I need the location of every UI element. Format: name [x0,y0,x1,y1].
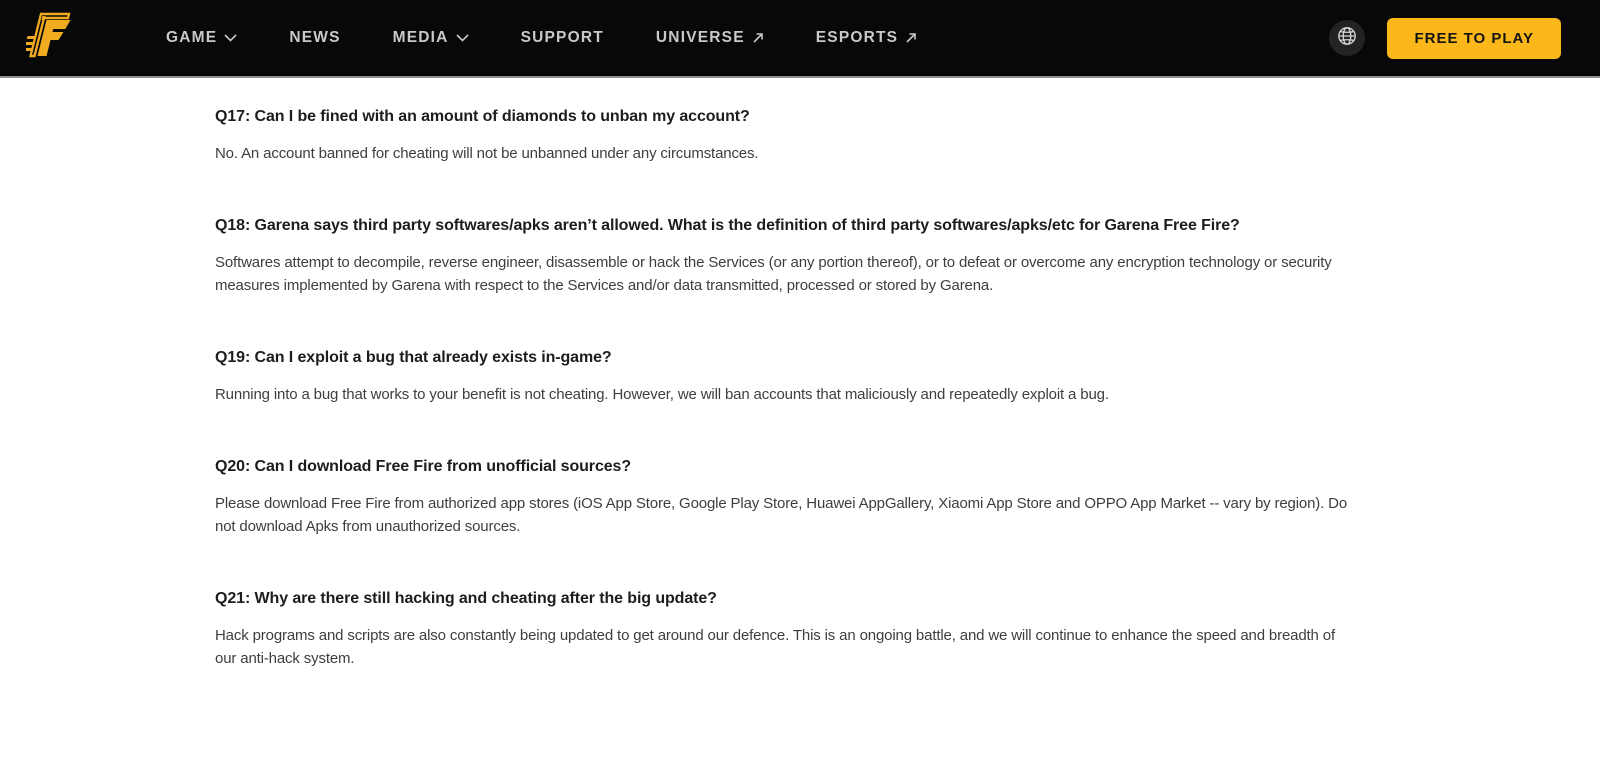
free-fire-logo[interactable] [16,10,86,67]
faq-answer: Running into a bug that works to your benefit is not cheating. However, we will ban accounts that maliciously and repeatedly exploit a bug. [215,386,1109,403]
faq-item [215,456,1355,538]
language-globe-button[interactable] [1329,20,1365,56]
nav-item-label: MEDIA [392,29,449,46]
main-navigation [166,29,917,47]
chevron-down-icon [224,34,237,42]
faq-answer: Softwares attempt to decompile, reverse engineer, disassemble or hack the Services (or any portion thereof), or to defeat or overcome any encryption technology or security measures implemented by Garena with respect to the Services and/or data transmitted, processed or stored by Garena. [215,254,1332,294]
nav-item-support[interactable] [521,29,604,47]
nav-item-news[interactable] [289,29,340,47]
nav-item-media[interactable] [393,29,469,47]
faq-item [215,106,1355,165]
free-to-play-button[interactable]: FREE TO PLAY [1387,18,1561,59]
nav-item-label: NEWS [289,29,341,46]
external-link-icon [905,32,917,44]
globe-icon [1336,25,1358,52]
faq-item [215,588,1355,670]
nav-item-label: UNIVERSE [655,29,745,46]
nav-item-label: ESPORTS [815,29,899,46]
faq-item [215,215,1355,297]
faq-answer: Hack programs and scripts are also constantly being updated to get around our defence. This is an ongoing battle, and we will continue to enhance the speed and breadth of our anti-hack system. [215,627,1335,667]
faq-answer: Please download Free Fire from authorized app stores (iOS App Store, Google Play Store, Huawei AppGallery, Xiaomi App Store and OPPO App Market -- vary by region). Do not download Apks from unauthorized sources. [215,495,1348,535]
nav-item-game[interactable] [166,29,237,47]
faq-content [0,78,1600,670]
faq-question: Q20: Can I download Free Fire from unofficial sources? [215,458,632,475]
faq-question: Q17: Can I be fined with an amount of diamonds to unban my account? [215,108,750,125]
top-navbar [0,0,1600,78]
nav-item-universe[interactable] [656,29,764,47]
faq-question: Q21: Why are there still hacking and cheating after the big update? [215,590,717,607]
nav-item-label: SUPPORT [520,29,604,46]
external-link-icon [752,32,764,44]
faq-answer: No. An account banned for cheating will not be unbanned under any circumstances. [215,145,759,162]
faq-item [215,347,1355,406]
nav-item-esports[interactable] [816,29,917,47]
chevron-down-icon [456,34,469,42]
faq-question: Q18: Garena says third party softwares/apks aren’t allowed. What is the definition of third party softwares/apks/etc for Garena Free Fire? [215,217,1240,234]
nav-item-label: GAME [166,29,218,46]
free-fire-f-logo-icon [26,10,76,67]
faq-question: Q19: Can I exploit a bug that already exists in-game? [215,349,612,366]
